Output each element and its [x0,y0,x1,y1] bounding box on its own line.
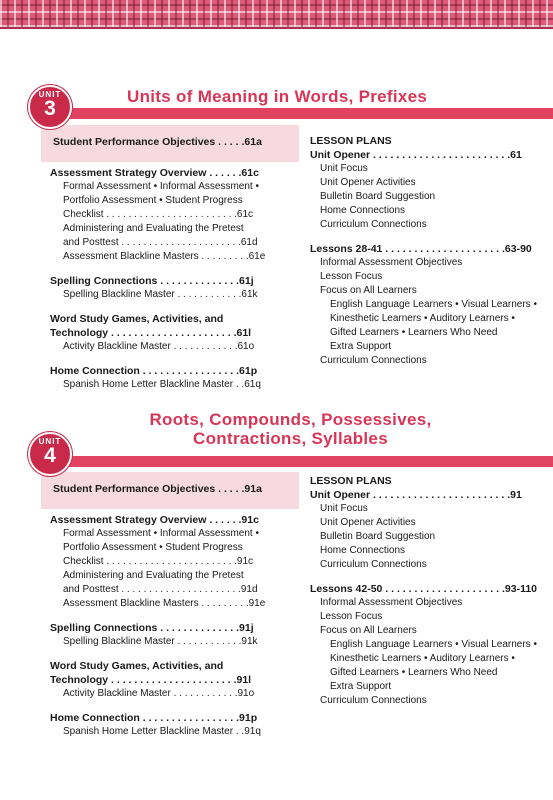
unit-4-title-line2: Contractions, Syllables [193,429,388,448]
unit-4-lesson-plan-item: Curriculum Connections [320,695,427,706]
unit-4-badge-label: UNIT [38,437,62,446]
unit-3-lesson-plan-item: Bulletin Board Suggestion [320,191,436,202]
unit-4-lesson-plan-item: Lessons 42-50 . . . . . . . . . . . . . . . . . . . . .93-110 [310,583,538,595]
unit-4-lesson-plan-item: Bulletin Board Suggestion [320,531,436,542]
unit-4-toc-item: Word Study Games, Activities, and [50,660,224,672]
unit-3-lesson-plan-item: Home Connections [320,205,406,216]
unit-4-lesson-plan-item: Gifted Learners • Learners Who Need [330,667,498,678]
unit-3-objectives-band [41,125,299,162]
unit-4-left-list [50,513,299,739]
unit-4-toc-item: and Posttest . . . . . . . . . . . . . . . . . . . . . .91d [63,584,258,595]
unit-4-lesson-plans [310,474,550,708]
unit-4-toc-item: Spelling Blackline Master . . . . . . . . . . . .91k [63,636,258,647]
unit-4-toc-item: Checklist . . . . . . . . . . . . . . . . . . . . . . . .91c [63,556,254,567]
unit-3-toc-item: Checklist . . . . . . . . . . . . . . . . . . . . . . . .61c [63,209,254,220]
unit-3-lesson-plan-item: Unit Focus [320,163,368,174]
unit-4-toc-item: Portfolio Assessment • Student Progress [63,542,243,553]
unit-3-lesson-plan-item: Kinesthetic Learners • Auditory Learners • [330,313,515,324]
unit-3-toc-item: Technology . . . . . . . . . . . . . . . . . . . . . .61l [50,327,252,339]
unit-4-toc-item: Spanish Home Letter Blackline Master . .91q [63,726,261,737]
unit-3-toc-item: Spelling Blackline Master . . . . . . . . . . . .61k [63,289,258,300]
unit-3-toc-item: Formal Assessment • Informal Assessment • [63,181,259,192]
unit-4-toc-item: Technology . . . . . . . . . . . . . . . . . . . . . .91l [50,674,252,686]
unit-3-toc-item: and Posttest . . . . . . . . . . . . . . . . . . . . . .61d [63,237,258,248]
unit-4-lesson-plan-item: Focus on All Learners [320,625,417,636]
unit-3-toc-item: Assessment Strategy Overview . . . . . .61c [50,167,259,179]
unit-4-lesson-plan-item: Curriculum Connections [320,559,427,570]
unit-4-right-column [310,474,550,708]
unit-4-toc-item: Spelling Connections . . . . . . . . . . . . . .91j [50,622,254,634]
unit-4-toc-item: Activity Blackline Master . . . . . . . . . . . .91o [63,688,255,699]
unit-3-left-column [50,125,299,392]
unit-3-title: Units of Meaning in Words, Prefixes [127,87,428,106]
unit-3-lesson-plan-item: Gifted Learners • Learners Who Need [330,327,498,338]
header-divider [0,27,553,29]
unit-3-lesson-plan-item: Curriculum Connections [320,219,427,230]
unit-3-toc-item: Administering and Evaluating the Pretest [63,223,244,234]
unit-3-lesson-plan-item: Focus on All Learners [320,285,417,296]
unit-4-left-column [50,472,299,739]
unit-4-lesson-plan-item: Unit Opener Activities [320,517,416,528]
unit-4-lesson-plan-item: English Language Learners • Visual Learners • [330,639,537,650]
unit-3-toc-item: Spelling Connections . . . . . . . . . . . . . .61j [50,275,254,287]
unit-4-badge-number: 4 [44,444,56,467]
unit-3-toc-item: Spanish Home Letter Blackline Master . .61q [63,379,261,390]
unit-4-objectives-band [41,472,299,509]
unit-3-lesson-plan-item: Lessons 28-41 . . . . . . . . . . . . . . . . . . . . .63-90 [310,243,532,255]
unit-3-lesson-plan-item: Informal Assessment Objectives [320,257,463,268]
unit-4-lesson-plan-item: Unit Focus [320,503,368,514]
unit-3-lesson-plan-item: Extra Support [330,341,392,352]
unit-4-lesson-plan-item: Extra Support [330,681,392,692]
unit-3-title-bar [36,108,553,119]
unit-3-badge-label: UNIT [38,90,62,99]
unit-3-toc-item: Home Connection . . . . . . . . . . . . . . . . .61p [50,365,258,377]
unit-4-lesson-plan-item: Kinesthetic Learners • Auditory Learners • [330,653,515,664]
unit-3-objectives: Student Performance Objectives . . . . .61a [53,136,262,148]
unit-3-lesson-plan-item: Curriculum Connections [320,355,427,366]
unit-3-badge [28,85,72,129]
unit-3-toc-item: Word Study Games, Activities, and [50,313,224,325]
unit-3-toc-item: Activity Blackline Master . . . . . . . . . . . .61o [63,341,255,352]
unit-3-lesson-plan-item: Unit Opener Activities [320,177,416,188]
unit-4-toc-item: Assessment Strategy Overview . . . . . .91c [50,514,259,526]
unit-3-badge-number: 3 [44,97,56,120]
unit-4-lesson-plan-item: LESSON PLANS [310,475,392,487]
unit-4-toc-item: Home Connection . . . . . . . . . . . . . . . . .91p [50,712,258,724]
unit-3-lesson-plan-item: LESSON PLANS [310,135,392,147]
unit-4-badge [28,432,72,476]
unit-3-toc-item: Assessment Blackline Masters . . . . . . . . .61e [63,251,266,262]
unit-3-left-list [50,166,299,392]
unit-3-lesson-plan-item: Lesson Focus [320,271,383,282]
unit-4-lesson-plan-item: Lesson Focus [320,611,383,622]
plaid-header-border [0,0,553,27]
unit-4-title-bar [36,456,553,467]
unit-4-toc-item: Assessment Blackline Masters . . . . . . . . .91e [63,598,266,609]
unit-4-objectives: Student Performance Objectives . . . . .91a [53,483,262,495]
unit-3-toc-item: Portfolio Assessment • Student Progress [63,195,243,206]
unit-4-toc-item: Administering and Evaluating the Pretest [63,570,244,581]
unit-4-lesson-plan-item: Unit Opener . . . . . . . . . . . . . . . . . . . . . . . .91 [310,489,522,501]
unit-3-right-column [310,134,550,368]
unit-4-title-line1: Roots, Compounds, Possessives, [149,410,432,429]
unit-4-lesson-plan-item: Home Connections [320,545,406,556]
unit-3-lesson-plan-item: Unit Opener . . . . . . . . . . . . . . . . . . . . . . . .61 [310,149,522,161]
unit-4-toc-item: Formal Assessment • Informal Assessment • [63,528,259,539]
unit-4-lesson-plan-item: Informal Assessment Objectives [320,597,463,608]
unit-3-lesson-plans [310,134,550,368]
unit-3-lesson-plan-item: English Language Learners • Visual Learners • [330,299,537,310]
